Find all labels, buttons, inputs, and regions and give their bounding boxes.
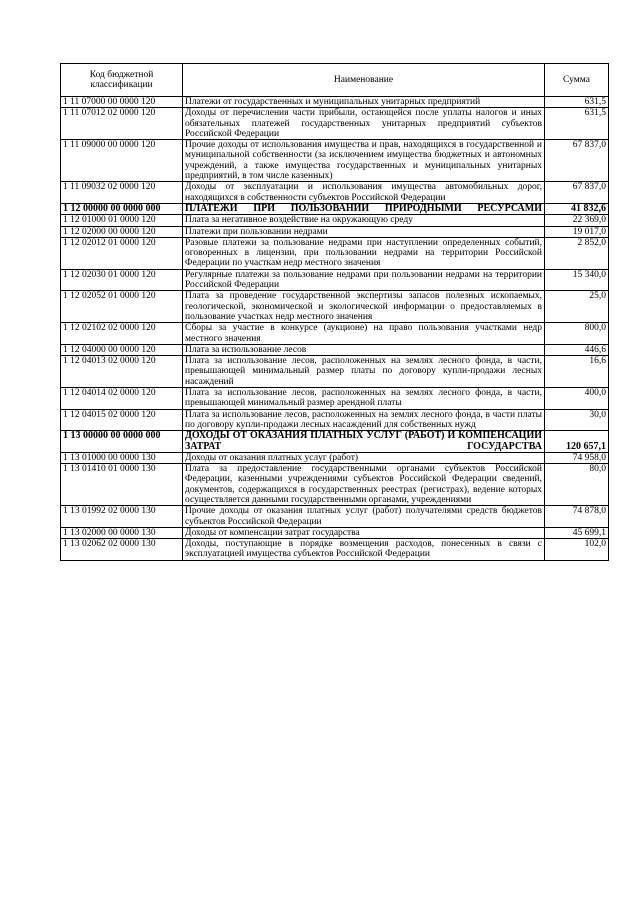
cell-code: 1 12 04015 02 0000 120 (61, 409, 183, 431)
cell-code: 1 13 02062 02 0000 130 (61, 539, 183, 561)
table-row (61, 108, 609, 140)
cell-code: 1 13 02000 00 0000 130 (61, 527, 183, 538)
cell-sum: 41 832,6 (545, 203, 609, 214)
cell-sum: 400,0 (545, 388, 609, 410)
table-row (61, 97, 609, 108)
cell-sum: 45 699,1 (545, 527, 609, 538)
table-row (61, 203, 609, 214)
cell-sum: 2 852,0 (545, 237, 609, 269)
cell-sum: 30,0 (545, 409, 609, 431)
cell-sum: 15 340,0 (545, 269, 609, 291)
table-row (61, 291, 609, 323)
cell-name: Прочие доходы от оказания платных услуг (работ) получателями средств бюджетов субъектов Российской Федерации (183, 506, 545, 528)
cell-sum: 102,0 (545, 539, 609, 561)
table-row (61, 452, 609, 463)
table-row (61, 140, 609, 182)
cell-code: 1 11 09032 02 0000 120 (61, 182, 183, 204)
cell-code: 1 12 01000 01 0000 120 (61, 215, 183, 226)
budget-revenue-table (60, 63, 609, 561)
header-name: Наименование (183, 64, 545, 97)
table-row (61, 269, 609, 291)
cell-code: 1 12 02102 02 0000 120 (61, 323, 183, 345)
table-row (61, 344, 609, 355)
cell-sum: 800,0 (545, 323, 609, 345)
cell-name: Доходы от эксплуатации и использования имущества автомобильных дорог, находящихся в собственности субъектов Российской Федерации (183, 182, 545, 204)
table-row (61, 409, 609, 431)
cell-sum: 120 657,1 (545, 431, 609, 453)
cell-name: Платежи от государственных и муниципальных унитарных предприятий (183, 97, 545, 108)
cell-name: ПЛАТЕЖИ ПРИ ПОЛЬЗОВАНИИ ПРИРОДНЫМИ РЕСУРСАМИ (183, 203, 545, 214)
cell-name: Прочие доходы от использования имущества и прав, находящихся в государственной и муниципальной собственности (за исключением имущества бюджетных и автономных учреждений, а также имущества государственных и муниципальных унитарных предприятий, в том числе казенных) (183, 140, 545, 182)
table-row (61, 182, 609, 204)
cell-sum: 74 958,0 (545, 452, 609, 463)
cell-sum: 25,0 (545, 291, 609, 323)
cell-name: Плата за предоставление государственными органами субъектов Российской Федерации, казенными учреждениями субъектов Российской Федерации сведений, документов, содержащихся в государственных реестрах (регистрах), ведение которых осуществляется данными государственными органами, учреждениями (183, 464, 545, 506)
table-row (61, 527, 609, 538)
cell-sum: 67 837,0 (545, 140, 609, 182)
header-sum: Сумма (545, 64, 609, 97)
cell-name: ДОХОДЫ ОТ ОКАЗАНИЯ ПЛАТНЫХ УСЛУГ (РАБОТ) И КОМПЕНСАЦИИ ЗАТРАТ ГОСУДАРСТВА (183, 431, 545, 453)
cell-code: 1 13 01000 00 0000 130 (61, 452, 183, 463)
table-header-row (61, 64, 609, 97)
cell-name: Плата за проведение государственной экспертизы запасов полезных ископаемых, геологической, экономической и экологической информации о предоставляемых в пользование участках недр местного значения (183, 291, 545, 323)
cell-code: 1 12 00000 00 0000 000 (61, 203, 183, 214)
table-row (61, 237, 609, 269)
cell-name: Разовые платежи за пользование недрами при наступлении определенных событий, оговоренных в лицензии, при пользовании недрами на территории Российской Федерации по участкам недр местного значения (183, 237, 545, 269)
cell-code: 1 11 07012 02 0000 120 (61, 108, 183, 140)
cell-sum: 631,5 (545, 97, 609, 108)
table-row (61, 226, 609, 237)
cell-code: 1 11 09000 00 0000 120 (61, 140, 183, 182)
cell-name: Плата за негативное воздействие на окружающую среду (183, 215, 545, 226)
cell-code: 1 13 01992 02 0000 130 (61, 506, 183, 528)
table-row (61, 215, 609, 226)
cell-code: 1 12 04013 02 0000 120 (61, 356, 183, 388)
cell-name: Плата за использование лесов, расположенных на землях лесного фонда, в части, превышающей минимальный размер платы по договору купли-продажи лесных насаждений (183, 356, 545, 388)
table-row (61, 506, 609, 528)
cell-code: 1 12 02052 01 0000 120 (61, 291, 183, 323)
cell-sum: 19 017,0 (545, 226, 609, 237)
cell-sum: 22 369,0 (545, 215, 609, 226)
table-row (61, 323, 609, 345)
cell-code: 1 12 02000 00 0000 120 (61, 226, 183, 237)
cell-name: Доходы от оказания платных услуг (работ) (183, 452, 545, 463)
cell-sum: 631,5 (545, 108, 609, 140)
cell-name: Плата за использование лесов, расположенных на землях лесного фонда, в части платы по договору купли-продажи лесных насаждений для собственных нужд (183, 409, 545, 431)
cell-sum: 67 837,0 (545, 182, 609, 204)
cell-code: 1 13 01410 01 0000 130 (61, 464, 183, 506)
cell-name: Платежи при пользовании недрами (183, 226, 545, 237)
cell-code: 1 12 02012 01 0000 120 (61, 237, 183, 269)
cell-name: Регулярные платежи за пользование недрами при пользовании недрами на территории Российской Федерации (183, 269, 545, 291)
cell-name: Доходы, поступающие в порядке возмещения расходов, понесенных в связи с эксплуатацией имущества субъектов Российской Федерации (183, 539, 545, 561)
table-body (61, 97, 609, 561)
table-row (61, 356, 609, 388)
cell-code: 1 12 02030 01 0000 120 (61, 269, 183, 291)
cell-code: 1 13 00000 00 0000 000 (61, 431, 183, 453)
table-row (61, 388, 609, 410)
header-code: Код бюджетной классификации (61, 64, 183, 97)
cell-sum: 74 878,0 (545, 506, 609, 528)
cell-name: Доходы от компенсации затрат государства (183, 527, 545, 538)
cell-sum: 446,6 (545, 344, 609, 355)
table-row (61, 464, 609, 506)
cell-name: Плата за использование лесов (183, 344, 545, 355)
cell-name: Доходы от перечисления части прибыли, остающейся после уплаты налогов и иных обязательных платежей государственных унитарных предприятий субъектов Российской Федерации (183, 108, 545, 140)
cell-code: 1 12 04000 00 0000 120 (61, 344, 183, 355)
cell-sum: 80,0 (545, 464, 609, 506)
cell-sum: 16,6 (545, 356, 609, 388)
cell-name: Плата за использование лесов, расположенных на землях лесного фонда, в части, превышающей минимальный размер арендной платы (183, 388, 545, 410)
table-row (61, 539, 609, 561)
cell-code: 1 11 07000 00 0000 120 (61, 97, 183, 108)
cell-code: 1 12 04014 02 0000 120 (61, 388, 183, 410)
table-row (61, 431, 609, 453)
cell-name: Сборы за участие в конкурсе (аукционе) на право пользования участками недр местного значения (183, 323, 545, 345)
